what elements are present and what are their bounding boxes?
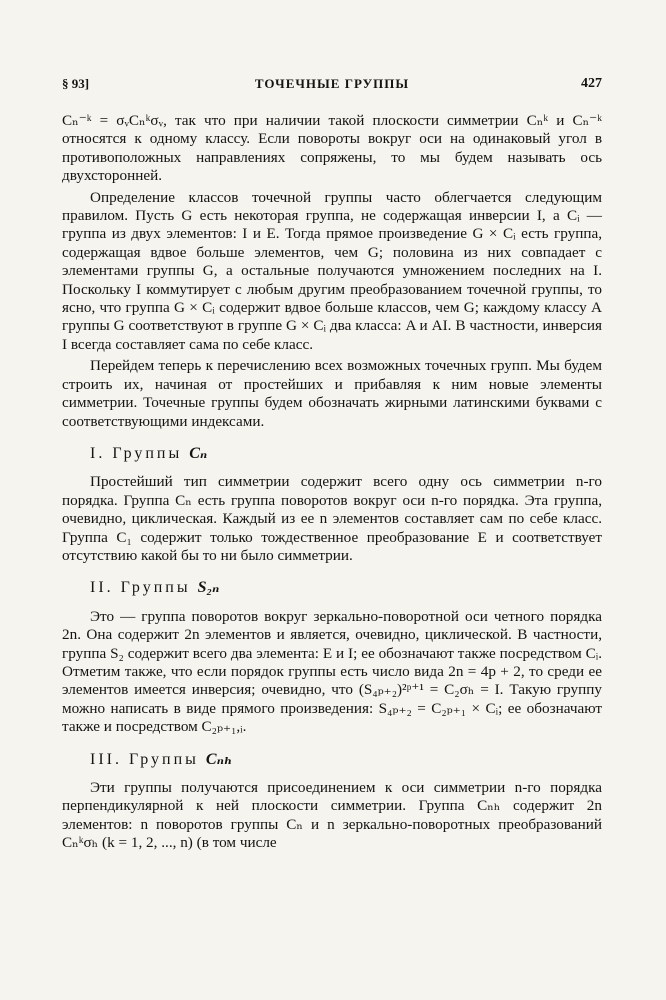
paragraph-1: Cₙ⁻ᵏ = σᵥCₙᵏσᵥ, так что при наличии такой плоскости симметрии Cₙᵏ и Cₙ⁻ᵏ относятся к одному классу. Если повороты вокруг оси на одинаковый угол в противоположных направлениях сопряжены, то мы будем называть ось двухсторонней. bbox=[62, 112, 602, 185]
section-heading-1 bbox=[90, 445, 602, 463]
section-heading-label: I. Группы bbox=[90, 444, 183, 462]
section-heading-symbol: S₂ₙ bbox=[197, 579, 220, 597]
section-number: § 93] bbox=[62, 76, 90, 91]
paragraph-2: Определение классов точечной группы часто облегчается следующим правилом. Пусть G есть некоторая группа, не содержащая инверсии I, а Cᵢ — группа из двух элементов: I и E. Тогда прямое произведение G × Cᵢ есть группа, содержащая вдвое больше элементов, чем G; половина из них совпадает с элементами группы G, а остальные получаются умножением последних на I. Поскольку I коммутирует с любым другим преобразованием точечной группы, то ясно, что группа G × Cᵢ содержит вдвое больше классов, чем G; каждому классу A группы G соответствуют в группе G × Cᵢ два класса: A и AI. В частности, инверсия I всегда составляет сама по себе класс. bbox=[62, 188, 602, 353]
section-heading-label: II. Группы bbox=[90, 579, 191, 597]
section-text-2: Это — группа поворотов вокруг зеркально-поворотной оси четного порядка 2n. Она содержит 2n элементов и является, очевидно, циклической. В частности, группа S₂ содержит всего два элемента: E и I; ее обозначают также посредством Cᵢ. Отметим также, что если порядок группы есть число вида 2n = 4p + 2, то среди ее элементов имеется инверсия; очевидно, что (S₄ₚ₊₂)²ᵖ⁺¹ = C₂σₕ = I. Такую группу можно написать в виде прямого произведения: S₄ₚ₊₂ = C₂ₚ₊₁ × Cᵢ; ее обозначают также и посредством C₂ₚ₊₁,ᵢ. bbox=[62, 607, 602, 736]
section-heading-2 bbox=[90, 579, 602, 597]
section-text-1: Простейший тип симметрии содержит всего одну ось симметрии n-го порядка. Группа Cₙ есть группа поворотов вокруг оси n-го порядка. Эта группа, очевидно, циклическая. Каждый из ее n элементов составляет сам по себе класс. Группа C₁ содержит только тождественное преобразование E и соответствует отсутствию какой бы то ни было симметрии. bbox=[62, 473, 602, 564]
section-heading-symbol: Cₙₕ bbox=[205, 750, 233, 768]
running-title: ТОЧЕЧНЫЕ ГРУППЫ bbox=[254, 76, 410, 91]
paragraph-3: Перейдем теперь к перечислению всех возможных точечных групп. Мы будем строить их, начиная от простейших и прибавляя к ним новые элементы симметрии. Точечные группы будем обозначать жирными латинскими буквами с соответствующими индексами. bbox=[62, 357, 602, 430]
running-header bbox=[62, 76, 602, 96]
page-number: 427 bbox=[581, 76, 602, 91]
section-heading-3 bbox=[90, 751, 602, 769]
section-heading-label: III. Группы bbox=[90, 750, 199, 768]
section-heading-symbol: Cₙ bbox=[189, 444, 208, 462]
section-text-3: Эти группы получаются присоединением к оси симметрии n-го порядка перпендикулярной к ней плоскости симметрии. Группа Cₙₕ содержит 2n элементов: n поворотов группы Cₙ и n зеркально-поворотных преобразований Cₙᵏσₕ (k = 1, 2, ..., n) (в том числе bbox=[62, 779, 602, 852]
page-body bbox=[62, 112, 602, 856]
